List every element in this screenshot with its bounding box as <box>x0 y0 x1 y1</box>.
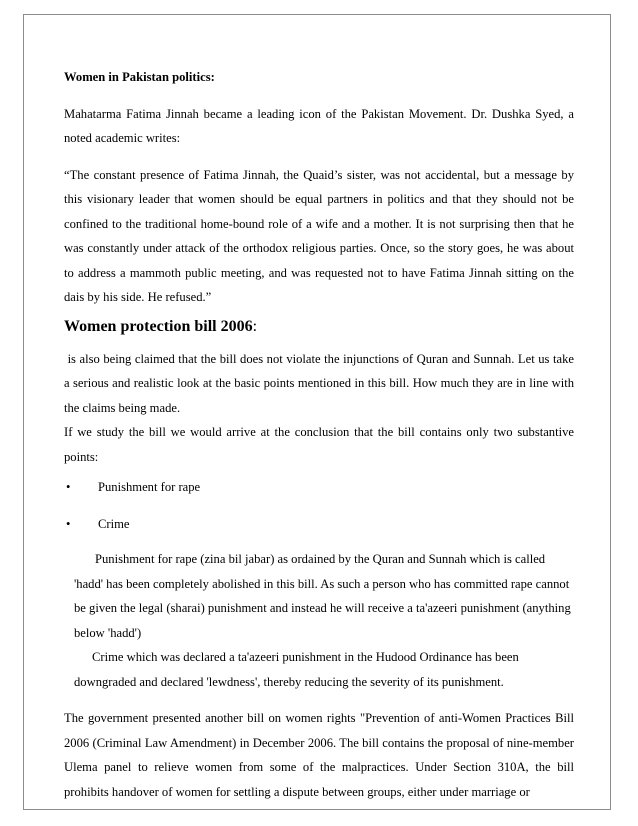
protection-bill-title: Women protection bill 2006 <box>64 317 253 335</box>
bill-paragraph-1-text: is also being claimed that the bill does not violate the injunctions of Quran and Sunnah. Let us take a serious and realistic look at the basic points mentioned in this bill. How much they are in line with the claims being made. <box>64 351 574 415</box>
intro-paragraph: Mahatarma Fatima Jinnah became a leading icon of the Pakistan Movement. Dr. Dushka Syed, a noted academic writes: <box>64 106 574 145</box>
quote-paragraph: “The constant presence of Fatima Jinnah, the Quaid’s sister, was not accidental, but a message by this visionary leader that women should be equal partners in politics and that they should not be confined to the traditional home-bound role of a wife and a mother. It is not surprising then that he was constantly under attack of the orthodox religious parties. Once, so the story goes, he was about to address a mammoth public meeting, and was requested not to have Fatima Jinnah sitting on the dais by his side. He refused.” <box>64 167 574 304</box>
bullet-list <box>64 475 574 536</box>
heading-colon: : <box>252 317 258 335</box>
punishment-details <box>74 547 574 694</box>
rape-punishment-paragraph: Punishment for rape (zina bil jabar) as ordained by the Quran and Sunnah which is called 'hadd' has been completely abolished in this bill. As such a person who has committed rape cannot be given the legal (sharai) punishment and instead he will receive a ta'azeeri punishment (anything below 'hadd') <box>74 552 571 640</box>
section-heading-protection-bill <box>64 314 574 340</box>
bullet-icon: • <box>66 516 71 531</box>
bill-paragraph-2: If we study the bill we would arrive at the conclusion that the bill contains only two substantive points: <box>64 425 574 464</box>
document-body <box>64 65 574 804</box>
list-item <box>64 512 574 537</box>
bill-paragraph-1 <box>64 347 574 421</box>
government-bill-paragraph: The government presented another bill on women rights "Prevention of anti-Women Practices Bill 2006 (Criminal Law Amendment) in December 2006. The bill contains the proposal of nine-member Ulema panel to relieve women from some of the malpractices. Under Section 310A, the bill prohibits handover of women for settling a dispute between groups, either under marriage or <box>64 711 574 799</box>
crime-paragraph: Crime which was declared a ta'azeeri punishment in the Hudood Ordinance has been downgraded and declared 'lewdness', thereby reducing the severity of its punishment. <box>74 650 519 689</box>
bullet-icon: • <box>66 480 71 494</box>
bullet-text-crime: Crime <box>98 516 130 531</box>
bullet-text-punishment: Punishment for rape <box>98 480 201 494</box>
section-heading-women-in-politics: Women in Pakistan politics: <box>64 70 215 84</box>
list-item <box>64 475 574 500</box>
